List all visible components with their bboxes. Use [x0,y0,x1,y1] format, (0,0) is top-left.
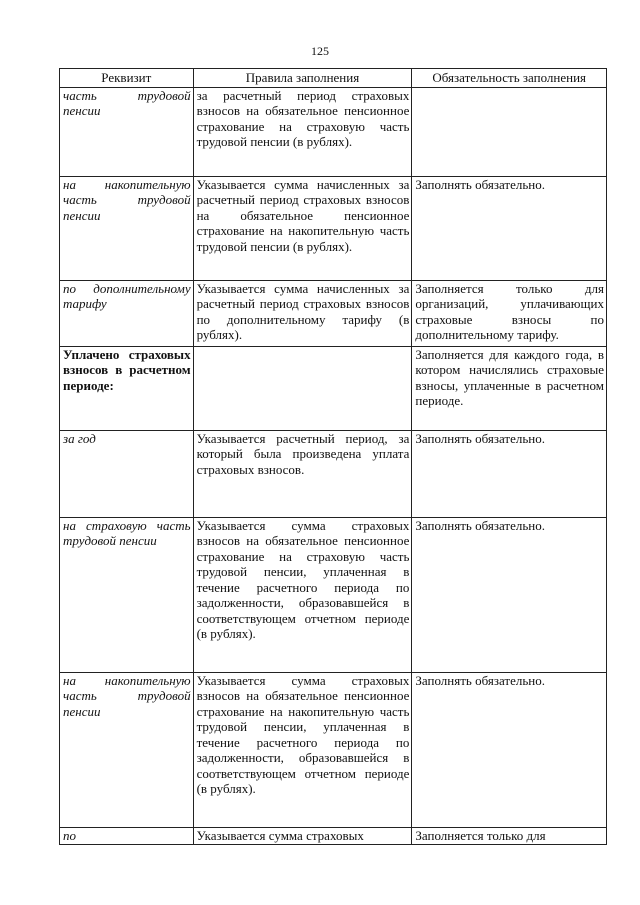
table-row [60,87,607,176]
rule-cell [193,346,412,430]
rule-cell-text [197,828,410,844]
table-row [60,430,607,517]
header-rules: Правила заполнения [193,69,412,88]
header-requisite: Реквизит [60,69,194,88]
rule-cell: Указывается сумма страховых взносов на обязательное пенсионное страхование на накопительную часть трудовой пенсии, уплаченная в течение расчетного периода по задолженности, образовавшейся в соответствующем отчетном периоде (в рублях). [193,672,412,827]
table-row [60,176,607,280]
obligation-cell-text [415,828,604,844]
obligation-cell [412,87,607,176]
table-header-row [60,69,607,88]
obligation-cell [412,827,607,845]
requisite-cell: часть трудовой пенсии [60,87,194,176]
obligation-cell-span: Заполняется только для [415,827,546,843]
requisite-cell: по [60,827,194,845]
rule-cell: Указывается сумма начисленных за расчетный период страховых взносов на обязательное пенсионное страхование на накопительную часть трудовой пенсии (в рублях). [193,176,412,280]
obligation-cell: Заполнять обязательно. [412,672,607,827]
rule-cell: Указывается сумма начисленных за расчетный период страховых взносов по дополнительному тарифу (в рублях). [193,280,412,346]
obligation-cell: Заполнять обязательно. [412,430,607,517]
rule-cell [193,827,412,845]
table-row [60,280,607,346]
rule-cell-span: Указывается сумма страховых [196,827,364,843]
rule-cell: Указывается сумма страховых взносов на обязательное пенсионное страхование на страховую часть трудовой пенсии, уплаченная в течение расчетного периода по задолженности, образовавшейся в соответствующем отчетном периоде (в рублях). [193,517,412,672]
table-row [60,517,607,672]
table-row [60,672,607,827]
table-row [60,346,607,430]
requisite-cell: на страховую часть трудовой пенсии [60,517,194,672]
requisite-cell-section: Уплачено страховых взносов в расчетном периоде: [60,346,194,430]
requisite-cell: по дополнительному тарифу [60,280,194,346]
obligation-cell: Заполнять обязательно. [412,517,607,672]
page-number: 125 [311,44,329,58]
obligation-cell: Заполняется только для организаций, уплачивающих страховые взносы по дополнительному тарифу. [412,280,607,346]
rule-cell: Указывается расчетный период, за который была произведена уплата страховых взносов. [193,430,412,517]
header-obligation: Обязательность заполнения [412,69,607,88]
requisite-cell: на накопительную часть трудовой пенсии [60,176,194,280]
rule-cell: за расчетный период страховых взносов на обязательное пенсионное страхование на страховую часть трудовой пенсии (в рублях). [193,87,412,176]
obligation-cell: Заполнять обязательно. [412,176,607,280]
requisite-cell: на накопительную часть трудовой пенсии [60,672,194,827]
table-row [60,827,607,845]
obligation-cell: Заполняется для каждого года, в котором начислялись страховые взносы, уплаченные в расчетном периоде. [412,346,607,430]
requisite-cell: за год [60,430,194,517]
rules-table [59,68,607,845]
